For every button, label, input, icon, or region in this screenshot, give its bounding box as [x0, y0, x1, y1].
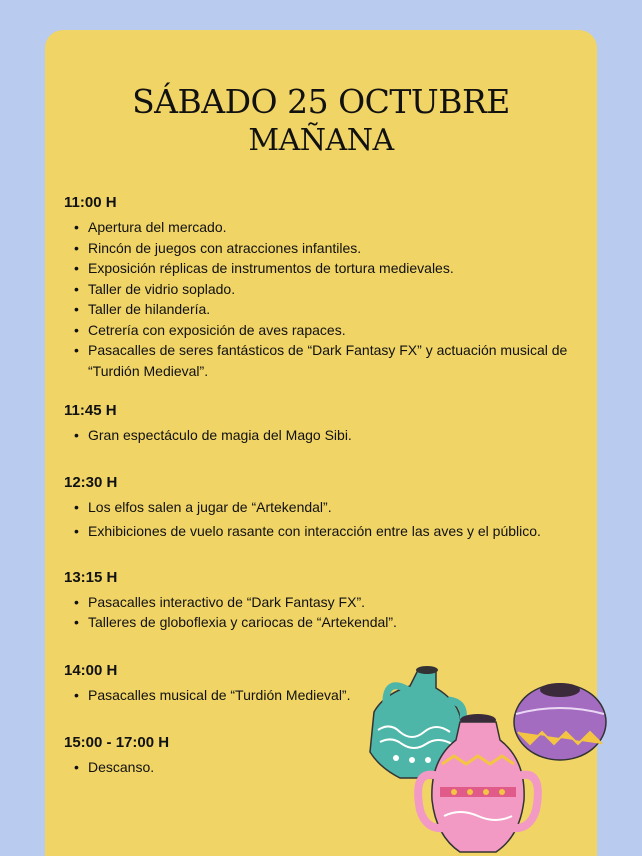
list-item: • Rincón de juegos con atracciones infantiles. [64, 238, 588, 259]
list-item: • Pasacalles musical de “Turdión Medieval”. [64, 685, 588, 706]
list-item: • Taller de hilandería. [64, 299, 588, 320]
activity-list [64, 592, 584, 633]
activity-list [64, 425, 584, 446]
list-item: • Cetrería con exposición de aves rapaces. [64, 320, 588, 341]
schedule-block [64, 193, 584, 381]
list-item: • Talleres de globoflexia y cariocas de “Artekendal”. [64, 612, 588, 633]
time-heading: 15:00 - 17:00 H [64, 734, 170, 751]
schedule-block [64, 568, 584, 633]
pottery-vases-illustration [360, 660, 610, 856]
time-heading: 14:00 H [64, 661, 118, 679]
list-item: • Pasacalles de seres fantásticos de “Dark Fantasy FX” y actuación musical de “Turdión Medieval”. [64, 340, 588, 381]
schedule-block [64, 473, 584, 542]
list-item: • Pasacalles interactivo de “Dark Fantasy FX”. [64, 592, 588, 613]
page-title: SÁBADO 25 OCTUBRE [132, 82, 510, 121]
list-item: • Los elfos salen a jugar de “Artekendal”. [64, 497, 588, 518]
purple-pot-icon [514, 683, 606, 760]
time-heading: 11:45 H [64, 402, 117, 419]
time-heading: 11:00 H [64, 194, 117, 211]
list-item: • Exposición réplicas de instrumentos de tortura medievales. [64, 258, 588, 279]
list-item: • Gran espectáculo de magia del Mago Sibi. [64, 425, 588, 446]
time-heading: 12:30 H [64, 473, 118, 491]
schedule-block [64, 401, 584, 446]
activity-list [64, 217, 584, 381]
list-item: • Exhibiciones de vuelo rasante con interacción entre las aves y el público. [64, 521, 588, 542]
list-item: • Taller de vidrio soplado. [64, 279, 588, 300]
time-heading: 13:15 H [64, 568, 118, 586]
list-item: • Apertura del mercado. [64, 217, 588, 238]
page-subtitle: MAÑANA [248, 123, 394, 158]
list-item: • Descanso. [64, 757, 588, 778]
activity-list [64, 497, 584, 542]
